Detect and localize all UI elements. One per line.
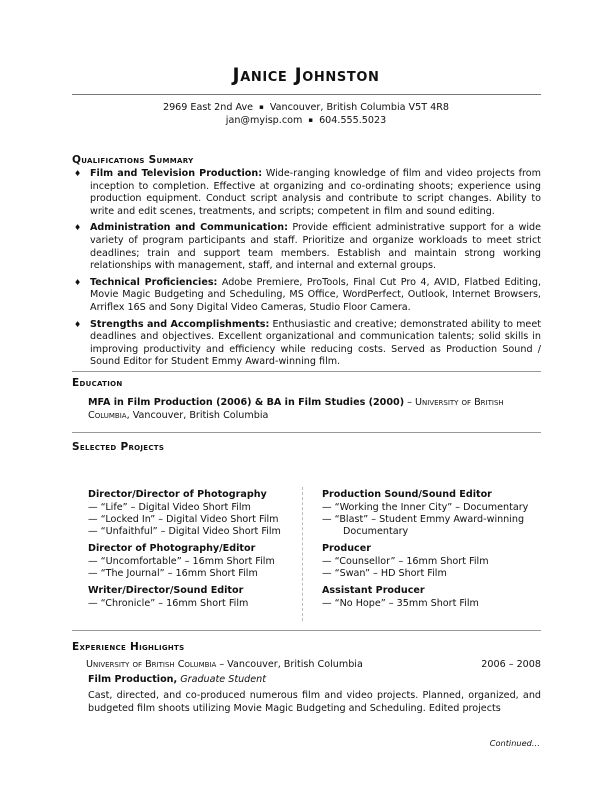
- diamond-bullet-icon: ♦: [74, 169, 82, 178]
- employer-name: University of British Columbia: [86, 659, 217, 670]
- project-group: [88, 489, 308, 538]
- projects-title: Selected Projects: [72, 441, 165, 453]
- section-divider: [72, 432, 541, 433]
- project-item: — “Locked In” – Digital Video Short Film: [88, 514, 279, 525]
- position-subtitle: Graduate Student: [177, 674, 266, 685]
- project-role: Director/Director of Photography: [88, 489, 267, 500]
- projects-right-column: [322, 489, 542, 615]
- project-group: [88, 543, 308, 580]
- project-role: Assistant Producer: [322, 585, 425, 596]
- employment-dates: 2006 – 2008: [481, 659, 541, 670]
- experience-title: Experience Highlights: [72, 641, 185, 653]
- project-item: — “Unfaithful” – Digital Video Short Film: [88, 526, 281, 537]
- project-role: Production Sound/Sound Editor: [322, 489, 492, 500]
- project-role: Director of Photography/Editor: [88, 543, 256, 554]
- candidate-name: Janice Johnston: [232, 64, 380, 86]
- project-item: — “Life” – Digital Video Short Film: [88, 502, 251, 513]
- project-item: — “Uncomfortable” – 16mm Short Film: [88, 556, 275, 567]
- dash: –: [404, 397, 415, 408]
- qualifications-list: [72, 168, 541, 373]
- diamond-bullet-icon: ♦: [74, 277, 82, 287]
- project-group: [322, 585, 542, 610]
- project-item: — “The Journal” – 16mm Short Film: [88, 568, 258, 579]
- qualification-item: [72, 319, 541, 369]
- city-address: Vancouver, British Columbia V5T 4R8: [269, 102, 450, 113]
- column-divider: [302, 487, 303, 621]
- contact-line-address: [0, 101, 612, 114]
- project-item: — “Counsellor” – 16mm Short Film: [322, 556, 489, 567]
- separator-dot: ▪: [259, 103, 264, 111]
- diamond-bullet-icon: ♦: [74, 319, 82, 329]
- project-group: [88, 585, 308, 610]
- project-item: — “Swan” – HD Short Film: [322, 568, 447, 579]
- qualifications-title: Qualifications Summary: [72, 154, 194, 166]
- project-group: [322, 489, 542, 538]
- education-entry: [88, 397, 541, 422]
- qualification-item: [72, 222, 541, 272]
- school-name: University of British Columbia: [88, 397, 504, 421]
- qualification-item: [72, 168, 541, 218]
- qualification-heading: Technical Proficiencies:: [90, 276, 218, 288]
- projects-left-column: [88, 489, 308, 615]
- street-address: 2969 East 2nd Ave: [162, 102, 254, 113]
- separator-dot: ▪: [308, 116, 314, 124]
- email: jan@myisp.com: [225, 115, 303, 126]
- qualification-heading: Film and Television Production:: [90, 168, 263, 179]
- position-line: [88, 674, 541, 687]
- project-role: Producer: [322, 543, 371, 554]
- qualification-text: Wide-ranging knowledge of film and video projects from inception to completion. Effective at organizing and co-ordinating shoots; experience using production equipment. Conduct script analysis and contribute to script changes. Ability to write and edit scenes, treatments, and scripts; competent in film and sound editing.: [90, 168, 541, 217]
- project-role: Writer/Director/Sound Editor: [88, 585, 244, 596]
- degree: MFA in Film Production (2006) & BA in Film Studies (2000): [88, 397, 405, 408]
- project-item: — “Chronicle” – 16mm Short Film: [88, 598, 249, 609]
- project-item: — “No Hope” – 35mm Short Film: [322, 598, 479, 609]
- contact-line-email: [0, 114, 612, 127]
- diamond-bullet-icon: ♦: [74, 223, 82, 233]
- project-item: — “Working the Inner City” – Documentary: [322, 502, 529, 513]
- school-location: , Vancouver, British Columbia: [126, 409, 269, 421]
- qualification-heading: Strengths and Accomplishments:: [90, 318, 270, 330]
- experience-description: Cast, directed, and co-produced numerous film and video projects. Planned, organized, and budgeted film shoots utilizing Movie Magic Budgeting and Scheduling. Edited projects: [88, 690, 541, 714]
- section-divider: [72, 630, 541, 631]
- qualification-item: [72, 277, 541, 315]
- project-group: [322, 543, 542, 580]
- qualification-heading: Administration and Communication:: [90, 222, 288, 234]
- employer-line: [86, 659, 539, 672]
- position-title: Film Production,: [88, 674, 178, 685]
- education-title: Education: [72, 377, 123, 389]
- phone: 604.555.5023: [319, 115, 387, 126]
- continued-note: Continued…: [489, 738, 540, 748]
- qualification-text: Adobe Premiere, ProTools, Final Cut Pro 4, AVID, Flatbed Editing, Movie Magic Budgeting and Scheduling, MS Office, WordPerfect, Outlook, Internet Browsers, Arriflex 16S and Sony Digital Video Cameras, Studio Floor Camera.: [90, 276, 541, 313]
- employer-location: – Vancouver, British Columbia: [216, 659, 363, 670]
- qualification-text: Enthusiastic and creative; demonstrated ability to meet deadlines and objectives. Excellent organizational and communication talents; solid skills in improving productivity and efficiency while reducing costs. Served as Production Sound / Sound Editor for Student Emmy Award-winning film.: [90, 318, 541, 368]
- qualification-text: Provide efficient administrative support for a wide variety of program participants and staff. Prioritize and organize workloads to meet strict deadlines; train and support team members. Establish and maintain strong working relationships with management, staff, and internal and external groups.: [90, 222, 541, 272]
- project-item: — “Blast” – Student Emmy Award-winning Documentary: [322, 514, 525, 537]
- header-rule: [72, 94, 541, 95]
- section-divider: [72, 371, 541, 372]
